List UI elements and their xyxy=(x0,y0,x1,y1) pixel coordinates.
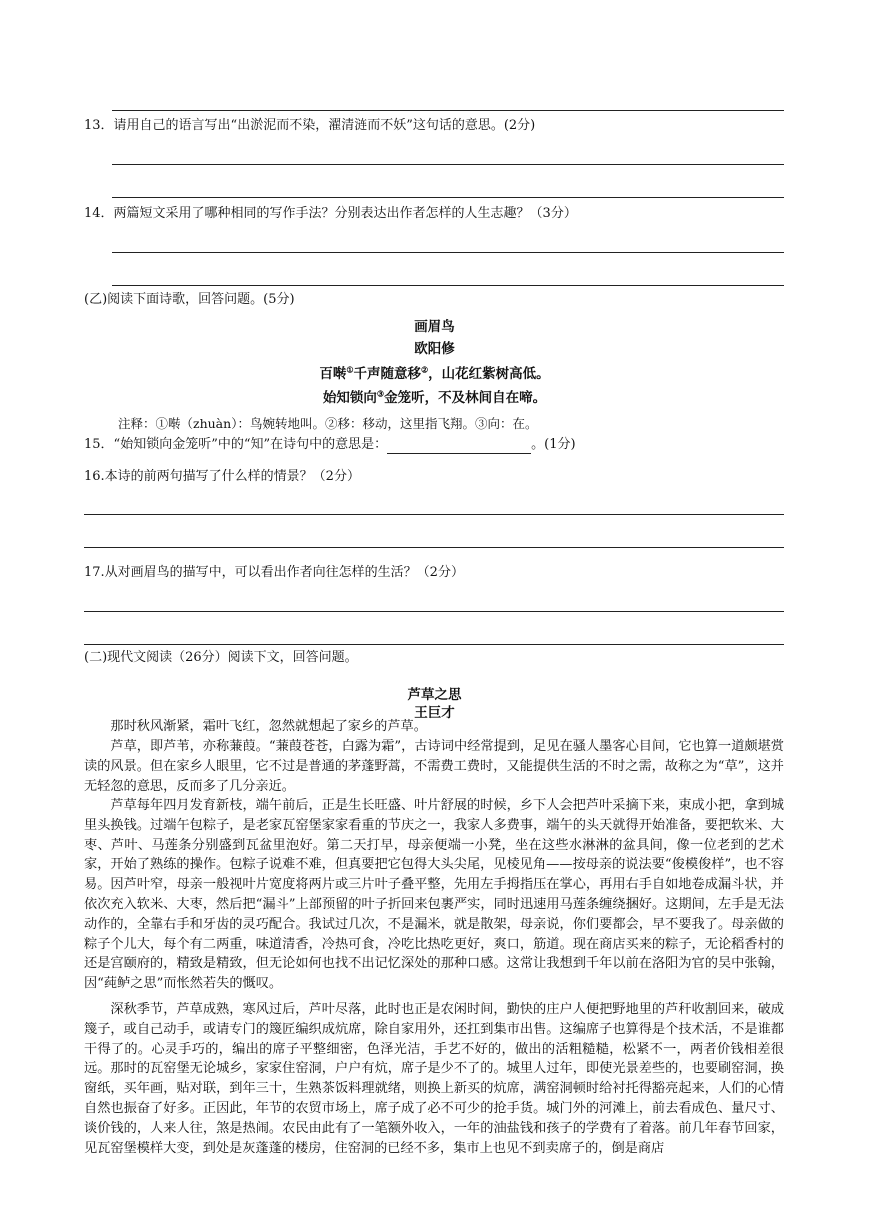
poem-author: 欧阳修 xyxy=(414,341,455,357)
article-title: 芦草之思 xyxy=(407,687,462,703)
fill-in-blank[interactable] xyxy=(387,439,531,454)
question-13: 13．请用自己的语言写出“出淤泥而不染，濯清涟而不妖”这句话的意思。(2分) xyxy=(84,118,536,133)
answer-line xyxy=(112,252,784,253)
footnote-marker: ① xyxy=(346,364,354,375)
article-author: 王巨才 xyxy=(414,705,455,721)
answer-line xyxy=(112,164,784,165)
question-16: 16.本诗的前两句描写了什么样的情景？（2分） xyxy=(84,469,360,484)
answer-line xyxy=(84,644,784,645)
answer-line xyxy=(112,197,784,198)
answer-line xyxy=(84,547,784,548)
article-paragraph-2: 芦草，即芦苇，亦称蒹葭。“蒹葭苍苍，白露为霜”，古诗词中经常提到，足见在骚人墨客心目间，它也算一道颇堪赏读的风景。但在家乡人眼里，它不过是普通的茅蓬野蒿，不需费工费时，又能提供生活的不时之需，故称之为“草”，这并无轻忽的意思，反而多了几分亲近。 xyxy=(84,739,784,794)
section-er-heading: (二)现代文阅读（26分）阅读下文，回答问题。 xyxy=(84,650,358,665)
answer-line xyxy=(112,110,784,111)
question-15-text: 15．“始知锁向金笼听”中的“知”在诗句中的意思是： xyxy=(84,437,388,452)
question-14: 14．两篇短文采用了哪种相同的写作手法？分别表达出作者怎样的人生志趣？（3分） xyxy=(84,206,577,221)
question-17: 17.从对画眉鸟的描写中，可以看出作者向往怎样的生活？（2分） xyxy=(84,565,464,580)
article-paragraph-1: 那时秋风渐紧，霜叶飞红，忽然就想起了家乡的芦草。 xyxy=(110,719,427,734)
answer-line xyxy=(84,514,784,515)
question-15-points: 。(1分) xyxy=(531,437,576,452)
poem-line-1-part-b: 千声随意移 xyxy=(353,366,421,382)
question-15 xyxy=(84,436,576,454)
poem-line-2-part-b: 金笼听，不及林间自在啼。 xyxy=(384,390,547,406)
answer-line xyxy=(112,285,784,286)
poem-line-2-part-a: 始知锁向 xyxy=(322,390,377,406)
poem-line-1 xyxy=(0,362,869,382)
poem-line-1-part-a: 百啭 xyxy=(319,366,347,382)
poem-note: 注释：①啭（zhuàn）：鸟婉转地叫。②移：移动，这里指飞翔。③向：在。 xyxy=(118,416,538,431)
poem-line-1-part-c: ，山花红紫树高低。 xyxy=(428,366,550,382)
poem-title: 画眉鸟 xyxy=(414,319,455,335)
footnote-marker: ② xyxy=(421,364,429,375)
poem-line-2 xyxy=(0,386,869,406)
section-yi-heading: (乙)阅读下面诗歌，回答问题。(5分) xyxy=(84,292,295,307)
article-paragraph-3: 芦草每年四月发育新枝，端午前后，正是生长旺盛、叶片舒展的时候，乡下人会把芦叶采摘下来，束成小把，拿到城里头换钱。过端午包粽子，是老家瓦窑堡家家看重的节庆之一，我家人多费事，端午的头天就得开始准备，要把软米、大枣、芦叶、马莲条分别盛到瓦盆里泡好。第二天打早，母亲便端一小凳，坐在这些水淋淋的盆具间，像一位老到的艺术家，开始了熟练的操作。包粽子说难不难，但真要把它包得大头尖尾，见棱见角——按母亲的说法要“俊模俊样”，也不容易。因芦叶窄，母亲一般视叶片宽度将两片或三片叶子叠平整，先用左手拇指压在掌心，再用右手自如地卷成漏斗状，并依次充入软米、大枣，然后把“漏斗”上部预留的叶子折回来包裹严实，同时迅速用马莲条缠绕捆好。这期间，左手是无法动作的，全靠右手和牙齿的灵巧配合。我试过几次，不是漏米，就是散架，母亲说，你们要都会，早不要我了。母亲做的粽子个儿大，每个有二两重，味道清香，冷热可食，冷吃比热吃更好，爽口，筋道。现在商店买来的粽子，无论稻香村的还是宫颐府的，精致是精致，但无论如何也找不出记忆深处的那种口感。这常让我想到千年以前在洛阳为官的吴中张翰，因“莼鲈之思”而怅然若失的慨叹。 xyxy=(84,798,784,992)
answer-line xyxy=(84,611,784,612)
article-paragraph-4: 深秋季节，芦草成熟，寒风过后，芦叶尽落，此时也正是农闲时间，勤快的庄户人便把野地里的芦秆收割回来，破成篾子，或自己动手，或请专门的篾匠编织成炕席，除自家用外，还扛到集市出售。这编席子也算得是个技术活，不是谁都干得了的。心灵手巧的，编出的席子平整细密，色泽光洁，手艺不好的，做出的活粗糙糙，松紧不一，两者价钱相差很远。那时的瓦窑堡无论城乡，家家住窑洞，户户有炕，席子是少不了的。城里人过年，即使光景差些的，也要刷窑洞，换窗纸，买年画，贴对联，到年三十，生熟茶饭料理就绪，则换上新买的炕席，满窑洞顿时给衬托得豁亮起来，人们的心情自然也振奋了好多。正因此，年节的农贸市场上，席子成了必不可少的抢手货。城门外的河滩上，前去看成色、量尺寸、谈价钱的，人来人往，煞是热闹。农民由此有了一笔额外收入，一年的油盐钱和孩子的学费有了着落。前几年春节回家，见瓦窑堡模样大变，到处是灰蓬蓬的楼房，住窑洞的已经不多，集市上也见不到卖席子的，倒是商店 xyxy=(84,1002,784,1156)
footnote-marker: ③ xyxy=(376,388,385,399)
